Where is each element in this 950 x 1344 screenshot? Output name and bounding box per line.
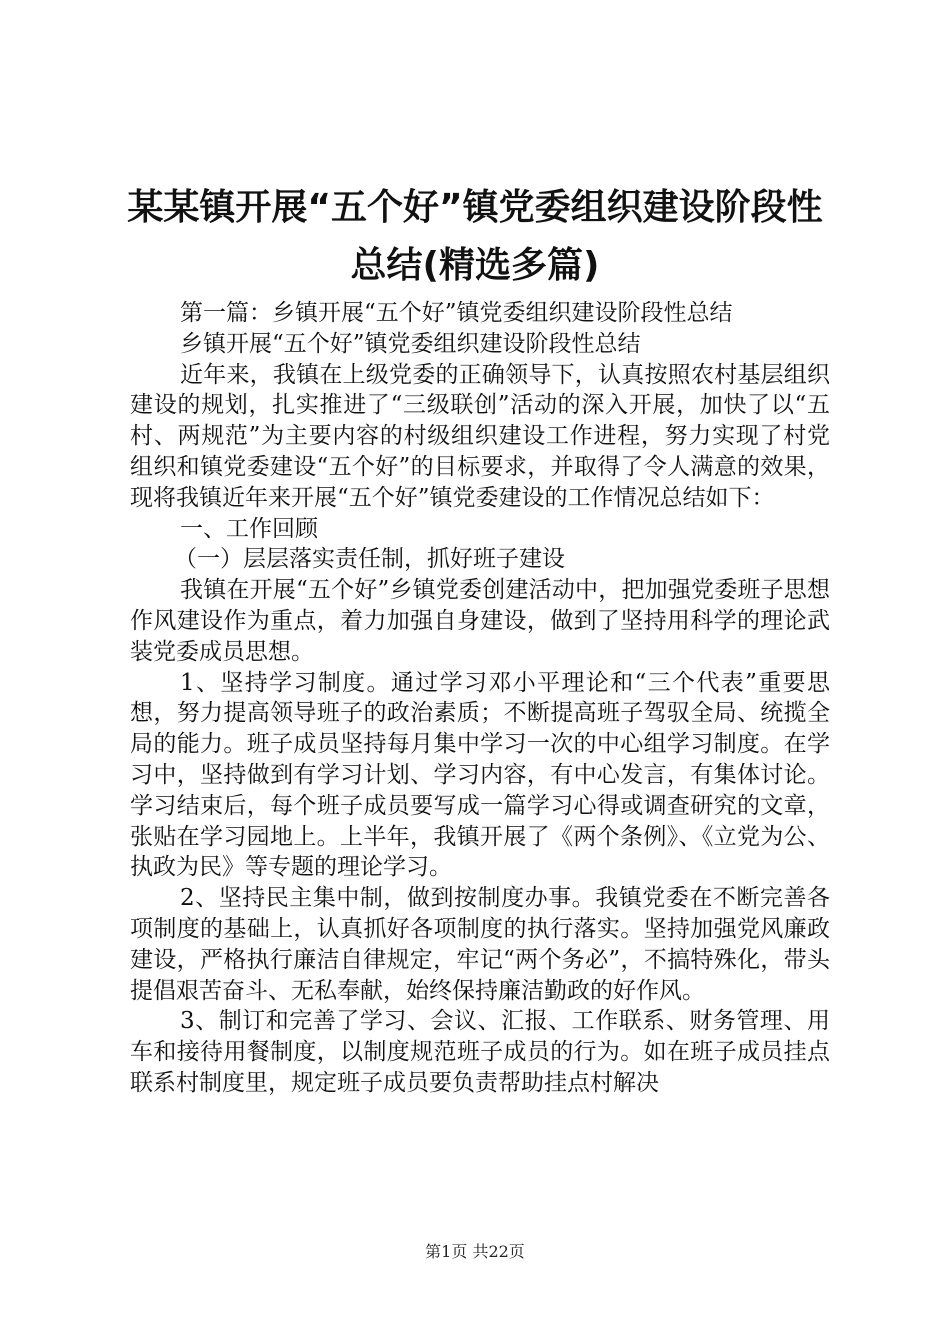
paragraph: 1、坚持学习制度。通过学习邓小平理论和“三个代表”重要思想，努力提高领导班子的政治素质；不断提高班子驾驭全局、统揽全局的能力。班子成员坚持每月集中学习一次的中心组学习制度。在学习中，坚持做到有学习计划、学习内容，有中心发言，有集体讨论。学习结束后，每个班子成员要写成一篇学习心得或调查研究的文章，张贴在学习园地上。上半年，我镇开展了《两个条例》、《立党为公、执政为民》等专题的理论学习。 <box>130 669 830 881</box>
paragraph: 3、制订和完善了学习、会议、汇报、工作联系、财务管理、用车和接待用餐制度，以制度规范班子成员的行为。如在班子成员挂点联系村制度里，规定班子成员要负责帮助挂点村解决 <box>130 1008 830 1096</box>
paragraph: 2、坚持民主集中制，做到按制度办事。我镇党委在不断完善各项制度的基础上，认真抓好各项制度的执行落实。坚持加强党风廉政建设，严格执行廉洁自律规定，牢记“两个务必”，不搞特殊化，带头提倡艰苦奋斗、无私奉献，始终保持廉洁勤政的好作风。 <box>130 885 830 1004</box>
sub-title: 乡镇开展“五个好”镇党委组织建设阶段性总结 <box>180 330 641 357</box>
section-heading: 一、工作回顾 <box>180 515 318 542</box>
subsection-heading: （一）层层落实责任制，抓好班子建设 <box>174 546 565 573</box>
chapter-heading: 第一篇：乡镇开展“五个好”镇党委组织建设阶段性总结 <box>180 300 733 326</box>
paragraph-intro: 近年来，我镇在上级党委的正确领导下，认真按照农村基层组织建设的规划，扎实推进了“三级联创”活动的深入开展，加快了以“五村、两规范”为主要内容的村级组织建设工作进程，努力实现了村党组织和镇党委建设“五个好”的目标要求，并取得了令人满意的效果，现将我镇近年来开展“五个好”镇党委建设的工作情况总结如下： <box>130 361 830 511</box>
document-title-line-2: 总结(精选多篇) <box>350 245 600 286</box>
page-footer: 第1页 共22页 <box>425 1242 525 1261</box>
document-body <box>130 298 830 1099</box>
document-title-line-1: 某某镇开展“五个好”镇党委组织建设阶段性 <box>127 187 823 228</box>
paragraph: 我镇在开展“五个好”乡镇党委创建活动中，把加强党委班子思想作风建设作为重点，着力加强自身建设，做到了坚持用科学的理论武装党委成员思想。 <box>130 577 830 665</box>
